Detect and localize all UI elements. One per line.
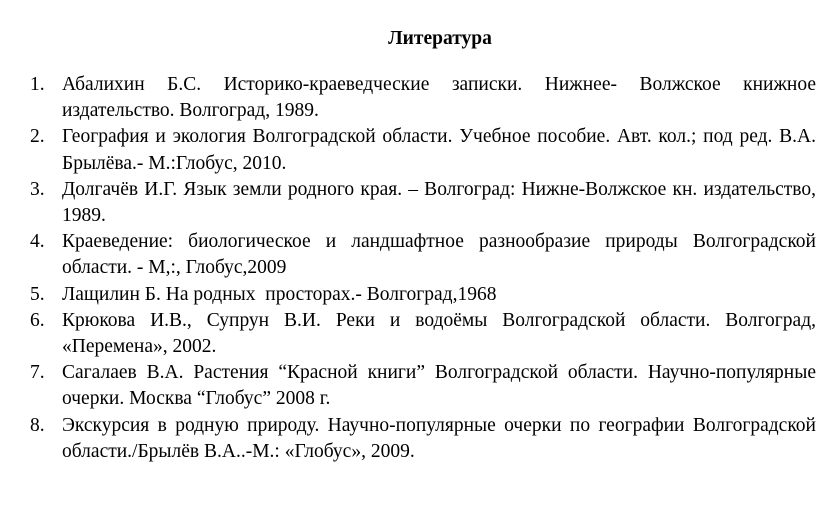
reference-text: Экскурсия в родную природу. Научно-популярные очерки по географии Волгоградской области./Брылёв В.А..-М.: «Глобус», 2009. — [62, 414, 816, 462]
reference-number: 8. — [30, 414, 45, 436]
reference-number: 7. — [30, 362, 45, 384]
reference-text: Абалихин Б.С. Историко-краеведческие записки. Нижнее- Волжское книжное издательство. Волгоград, 1989. — [62, 74, 816, 122]
reference-text: Крюкова И.В., Супрун В.И. Реки и водоёмы Волгоградской области. Волгоград, «Перемена», 2002. — [62, 309, 816, 358]
reference-item — [30, 282, 816, 308]
reference-number: 5. — [30, 283, 45, 305]
page-title: Литература — [388, 28, 492, 49]
reference-text: География и экология Волгоградской области. Учебное пособие. Авт. кол.; под ред. В.А. Брылёва.- М.:Глобус, 2010. — [62, 126, 816, 174]
reference-item — [30, 308, 816, 360]
reference-item — [30, 360, 816, 412]
reference-text: Краеведение: биологическое и ландшафтное разнообразие природы Волгоградской области. - М,:, Глобус,2009 — [62, 231, 816, 279]
reference-item — [30, 413, 816, 465]
reference-number: 1. — [30, 74, 45, 95]
reference-item — [30, 229, 816, 281]
reference-text: Лащилин Б. На родных просторах.- Волгоград,1968 — [62, 283, 497, 305]
reference-number: 4. — [30, 231, 45, 253]
reference-text: Долгачёв И.Г. Язык земли родного края. – Волгоград: Нижне-Волжское кн. издательство, 1989. — [62, 178, 816, 227]
reference-number: 3. — [30, 178, 45, 200]
reference-text: Сагалаев В.А. Растения “Красной книги” Волгоградской области. Научно-популярные очерки. Москва “Глобус” 2008 г. — [62, 362, 816, 410]
reference-number: 2. — [30, 126, 45, 148]
reference-item — [30, 124, 816, 176]
reference-number: 6. — [30, 309, 45, 331]
reference-item — [30, 72, 816, 124]
reference-list — [30, 72, 816, 465]
reference-item — [30, 177, 816, 229]
